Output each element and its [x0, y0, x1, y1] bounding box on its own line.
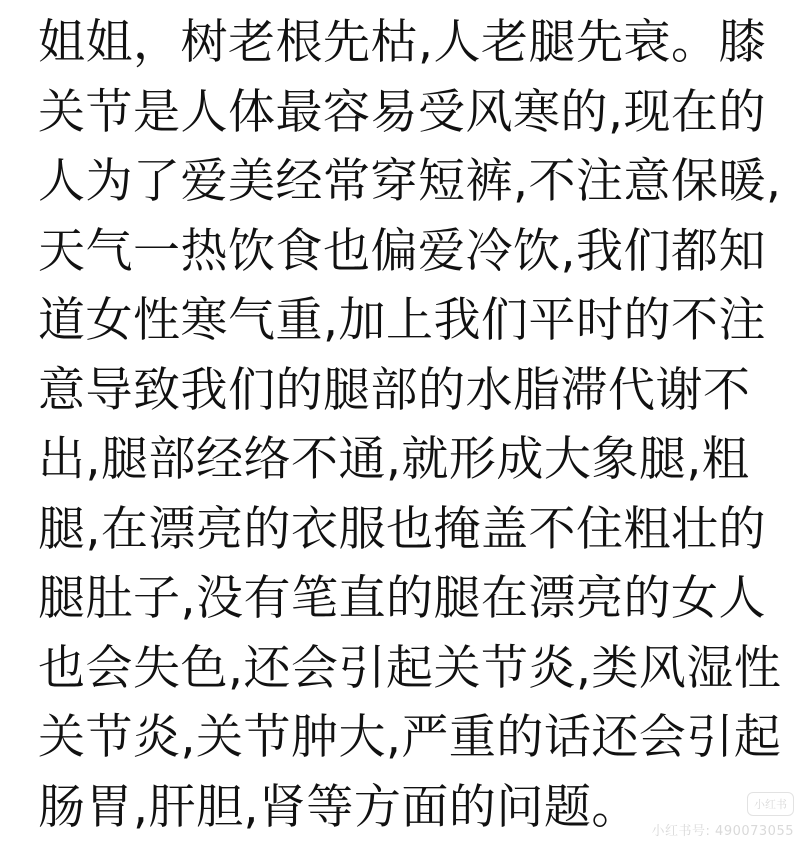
- watermark-logo: 小红书: [747, 792, 794, 816]
- text-line-11: 关节炎,关节肿大,严重的话还会引起: [38, 710, 782, 765]
- text-line-2: 关节是人体最容易受风寒的,现在的: [38, 84, 766, 140]
- text-line-9: 腿肚子,没有笔直的腿在漂亮的女人: [38, 571, 766, 626]
- text-line-3: 人为了爱美经常穿短裤,不注意保暖,: [38, 154, 782, 209]
- text-line-12: 肠胃,肝胆,肾等方面的问题。: [38, 779, 639, 835]
- text-line-7: 出,腿部经络不通,就形成大象腿,粗: [38, 432, 750, 487]
- watermark: [652, 792, 794, 839]
- article-text: [38, 12, 782, 846]
- text-line-10: 也会失色,还会引起关节炎,类风湿性: [38, 640, 782, 696]
- text-line-4: 天气一热饮食也偏爱冷饮,我们都知: [38, 223, 766, 279]
- text-line-6: 意导致我们的腿部的水脂滞代谢不: [38, 362, 751, 418]
- text-line-5: 道女性寒气重,加上我们平时的不注: [38, 293, 766, 348]
- watermark-id: 小红书号: 490073055: [651, 824, 794, 839]
- text-line-1: 姐姐，树老根先枯,人老腿先衰。膝: [38, 15, 766, 70]
- text-line-8: 腿,在漂亮的衣服也掩盖不住粗壮的: [38, 501, 766, 557]
